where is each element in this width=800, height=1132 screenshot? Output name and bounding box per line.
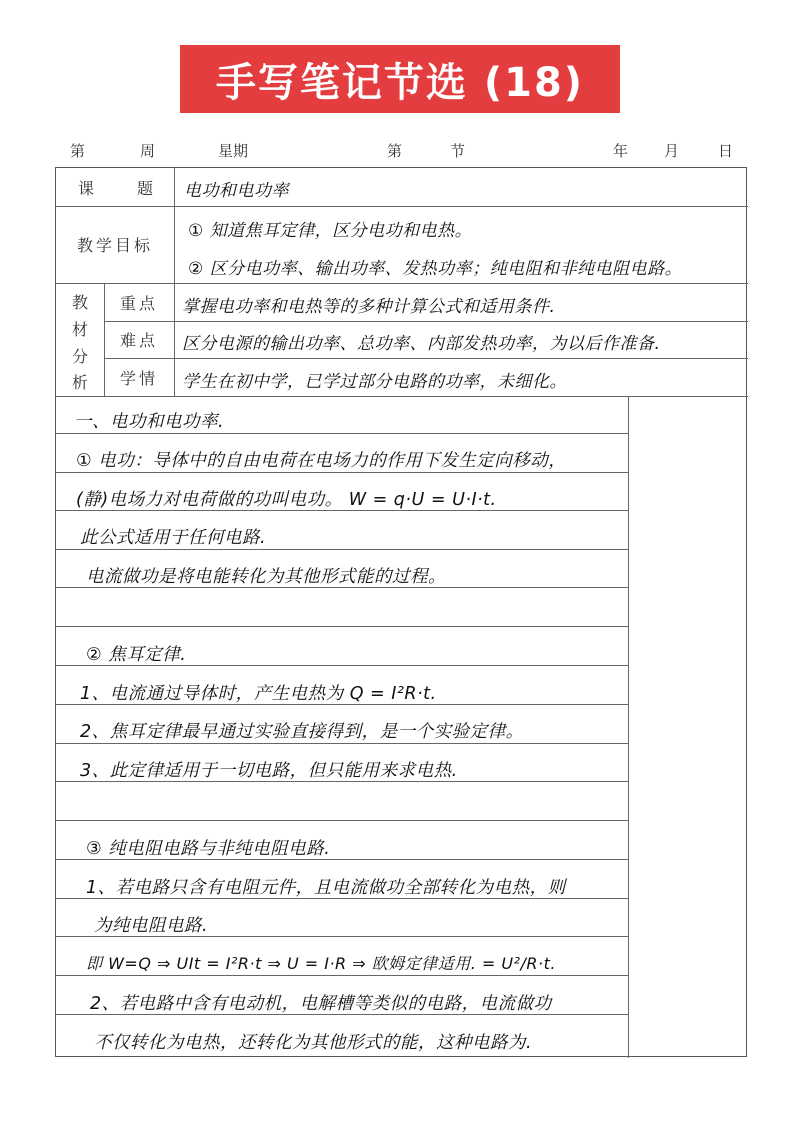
note-line: 1、电流通过导体时，产生电热为 Q = I²R·t. xyxy=(80,684,437,704)
note-line: 1、若电路只含有电阻元件，且电流做功全部转化为电热，则 xyxy=(86,878,566,898)
analysis-label-char: 分 xyxy=(71,346,88,366)
note-line: ③ 纯电阻电路与非纯电阻电路. xyxy=(86,839,331,859)
key-points-label: 重点 xyxy=(119,293,158,313)
period-suffix: 节 xyxy=(450,142,466,160)
topic-label-a: 课 xyxy=(77,178,94,198)
week-prefix: 第 xyxy=(70,142,86,160)
student-status-text: 学生在初中学，已学过部分电路的功率，未细化。 xyxy=(182,372,567,392)
note-line: 3、此定律适用于一切电路，但只能用来求电热. xyxy=(80,761,458,781)
student-status-label: 学情 xyxy=(119,368,158,388)
note-line: ① 电功：导体中的自由电荷在电场力的作用下发生定向移动， xyxy=(76,451,567,471)
key-points-text: 掌握电功率和电热等的多种计算公式和适用条件. xyxy=(182,297,556,317)
note-line: 即 W=Q ⇒ UIt = I²R·t ⇒ U = I·R ⇒ 欧姆定律适用. = U²/R·t. xyxy=(86,954,556,973)
weekday-label: 星期 xyxy=(218,142,249,160)
week-suffix: 周 xyxy=(140,142,156,160)
ruled-line xyxy=(56,975,628,976)
ruled-line xyxy=(56,472,628,473)
goals-label: 教学目标 xyxy=(76,236,153,255)
day-label: 日 xyxy=(718,142,734,160)
ruled-line xyxy=(56,743,628,744)
note-line: 2、焦耳定律最早通过实验直接得到，是一个实验定律。 xyxy=(80,722,524,742)
label-column-divider xyxy=(174,168,175,396)
analysis-label-char: 教 xyxy=(71,292,88,312)
analysis-label-char: 材 xyxy=(71,319,88,339)
topic-text: 电功和电功率 xyxy=(184,181,289,201)
note-line: 2、若电路中含有电动机，电解槽等类似的电路，电流做功 xyxy=(90,994,552,1014)
month-label: 月 xyxy=(664,142,680,160)
ruled-line xyxy=(56,549,628,550)
divider xyxy=(104,358,748,359)
note-line: 此公式适用于任何电路. xyxy=(80,528,267,548)
lesson-plan-sheet xyxy=(55,167,747,1057)
ruled-line xyxy=(56,626,628,627)
note-line: 一、电功和电功率. xyxy=(74,412,225,432)
page-title: 手写笔记节选 (18) xyxy=(215,59,585,106)
difficulties-text: 区分电源的输出功率、总功率、内部发热功率，为以后作准备. xyxy=(182,334,661,354)
note-line: ② 焦耳定律. xyxy=(86,645,187,665)
page-title-banner xyxy=(180,45,620,113)
period-prefix: 第 xyxy=(387,142,403,160)
divider xyxy=(104,321,748,322)
goal-2: ② 区分电功率、输出功率、发热功率；纯电阻和非纯电阻电路。 xyxy=(188,259,683,279)
divider xyxy=(56,396,748,397)
date-header xyxy=(55,140,747,164)
note-line: 不仅转化为电热，还转化为其他形式的能，这种电路为. xyxy=(94,1033,533,1053)
difficulties-label: 难点 xyxy=(119,331,158,350)
notes-margin-divider xyxy=(628,396,629,1058)
analysis-label-char: 析 xyxy=(71,372,88,392)
note-line: 为纯电阻电路. xyxy=(94,916,209,936)
goal-1: ① 知道焦耳定律，区分电功和电热。 xyxy=(188,221,473,241)
ruled-line xyxy=(56,433,628,434)
note-line: (静)电场力对电荷做的功叫电功。 W = q·U = U·I·t. xyxy=(76,490,497,510)
year-label: 年 xyxy=(613,142,629,160)
note-line: 电流做功是将电能转化为其他形式能的过程。 xyxy=(86,567,446,587)
ruled-line xyxy=(56,820,628,821)
topic-label-b: 题 xyxy=(136,178,153,198)
